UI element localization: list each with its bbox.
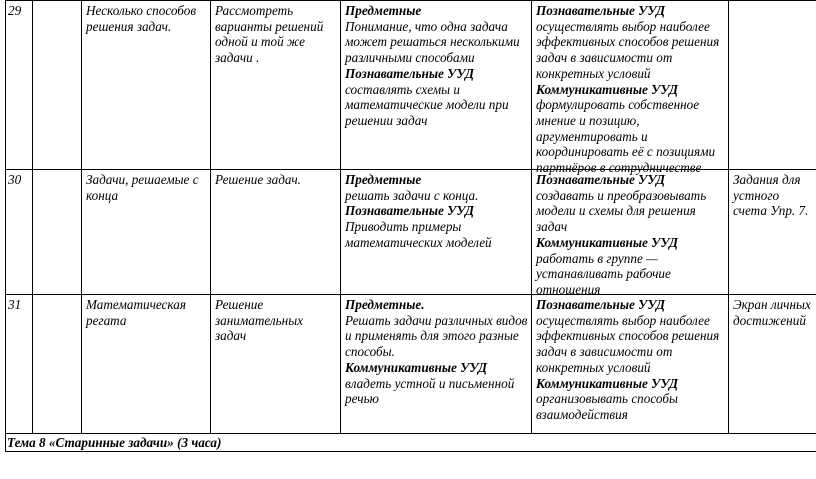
row-31-number: 31 [8, 297, 22, 312]
col-divider-2 [81, 0, 82, 434]
row-31-uud-text-2: организовывать способы взаимодействия [536, 391, 678, 422]
row-30-topic: Задачи, решаемые с конца [86, 172, 199, 203]
row-30-number: 30 [8, 172, 22, 187]
row-30-goal: Решение задач. [215, 172, 301, 187]
row-30-subject-text-1: решать задачи с конца. [345, 187, 479, 203]
row-30-uud-text-2: работать в группе — устанавливать рабочие отношения [536, 250, 671, 297]
row-31-subject-text-1: Решать задачи различных видов и применять для этого разные способы. [345, 312, 528, 360]
col-divider-6 [728, 0, 729, 434]
row-30-subject-text-2: Приводить примеры математических моделей [345, 219, 492, 250]
row-31-subject-text-2: владеть устной и письменной речью [345, 375, 515, 407]
row-29-subject-title-1: Предметные [345, 3, 422, 18]
row-29-topic: Несколько способов решения задач. [86, 3, 197, 34]
row-30-subject-results [342, 172, 531, 251]
row-29-uud [533, 3, 728, 176]
col-divider-1 [32, 0, 33, 434]
row-31-goal: Решение занимательных задач [215, 297, 304, 344]
row-30-subject-title-1: Предметные [345, 172, 422, 187]
row-29-uud-text-1: осуществлять выбор наиболее эффективных способов решения задач в зависимости от конкретных условий [536, 18, 720, 81]
col-divider-0 [5, 0, 6, 452]
theme-row-title: Тема 8 «Старинные задачи» (3 часа) [7, 435, 222, 450]
table-border-bottom [5, 451, 816, 452]
row-29-subject-text-2: составлять схемы и математические модели при решении задач [345, 81, 509, 128]
col-divider-3 [210, 0, 211, 434]
row-29-uud-title-1: Познавательные УУД [536, 3, 665, 18]
row-31-uud-title-2: Коммуникативные УУД [536, 375, 678, 391]
row-29-uud-text-2: формулировать собственное мнение и позицию, аргументировать и координировать её с позициями партнёров в сотрудничестве [536, 97, 716, 176]
col-divider-4 [340, 0, 341, 434]
table-border-top [5, 0, 816, 1]
row-divider-3 [5, 433, 816, 434]
row-29-goal: Рассмотреть варианты решений одной и той же задачи . [215, 3, 324, 66]
row-31-subject-title-2: Коммуникативные УУД [345, 359, 487, 375]
row-30-uud-text-1: создавать и преобразовывать модели и схемы для решения задач [536, 187, 707, 235]
row-29-subject-results [342, 3, 531, 129]
row-31-uud [533, 297, 728, 423]
row-29-subject-title-2: Познавательные УУД [345, 65, 474, 81]
row-30-uud-title-1: Познавательные УУД [536, 172, 665, 187]
row-31-topic: Математическая регата [86, 297, 186, 328]
col-divider-5 [531, 0, 532, 434]
row-30-subject-title-2: Познавательные УУД [345, 203, 474, 219]
row-31-extra: Экран личных достижений [733, 297, 811, 328]
row-30-extra: Задания для устного счета Упр. 7. [733, 172, 809, 219]
row-31-uud-text-1: осуществлять выбор наиболее эффективных способов решения задач в зависимости от конкретных условий [536, 312, 720, 375]
row-31-subject-results [342, 297, 531, 407]
row-30-uud [533, 172, 728, 298]
row-29-uud-title-2: Коммуникативные УУД [536, 81, 678, 97]
row-29-number: 29 [8, 3, 22, 18]
row-31-subject-title-1: Предметные. [345, 297, 425, 312]
row-31-uud-title-1: Познавательные УУД [536, 297, 665, 312]
row-29-subject-text-1: Понимание, что одна задача может решаться несколькими различными способами [345, 18, 520, 66]
row-30-uud-title-2: Коммуникативные УУД [536, 234, 678, 250]
